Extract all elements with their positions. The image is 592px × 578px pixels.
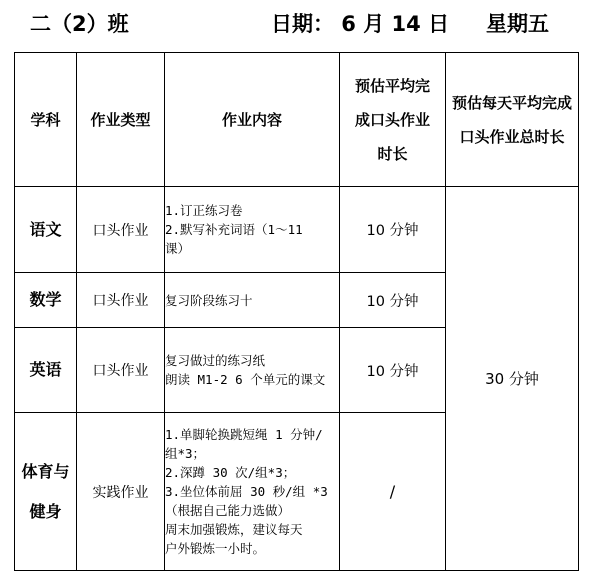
- table-row: [15, 187, 579, 273]
- header-total-time: 预估每天平均完成 口头作业总时长: [446, 53, 579, 187]
- page-header: [0, 6, 592, 42]
- weekday-label: 星期五: [486, 12, 549, 36]
- class-name: 二（2）班: [30, 12, 129, 36]
- type-cell: 口头作业: [77, 187, 165, 273]
- header-type: 作业类型: [77, 53, 165, 187]
- subject-cell: 数学: [15, 273, 77, 328]
- content-cell: 1.订正练习卷 2.默写补充词语（1～11 课）: [165, 187, 340, 273]
- time-cell: 10 分钟: [340, 273, 446, 328]
- header-content: 作业内容: [165, 53, 340, 187]
- type-cell: 实践作业: [77, 413, 165, 571]
- content-cell: 1.单脚轮换跳短绳 1 分钟/ 组*3； 2.深蹲 30 次/组*3； 3.坐位体前屈 30 秒/组 *3 （根据自己能力选做） 周末加强锻炼，建议每天 户外锻炼一小时。: [165, 413, 340, 571]
- content-cell: 复习阶段练习十: [165, 273, 340, 328]
- time-cell: /: [340, 413, 446, 571]
- time-cell: 10 分钟: [340, 328, 446, 413]
- homework-table: [14, 52, 579, 571]
- type-cell: 口头作业: [77, 328, 165, 413]
- date-label: 日期： 6 月 14 日: [271, 12, 450, 36]
- type-cell: 口头作业: [77, 273, 165, 328]
- subject-cell: 体育与 健身: [15, 413, 77, 571]
- header-subject: 学科: [15, 53, 77, 187]
- header-row: [15, 53, 579, 187]
- content-cell: 复习做过的练习纸 朗读 M1-2 6 个单元的课文: [165, 328, 340, 413]
- subject-cell: 语文: [15, 187, 77, 273]
- total-time-cell: 30 分钟: [446, 187, 579, 571]
- time-cell: 10 分钟: [340, 187, 446, 273]
- header-estimated-time: 预估平均完 成口头作业 时长: [340, 53, 446, 187]
- subject-cell: 英语: [15, 328, 77, 413]
